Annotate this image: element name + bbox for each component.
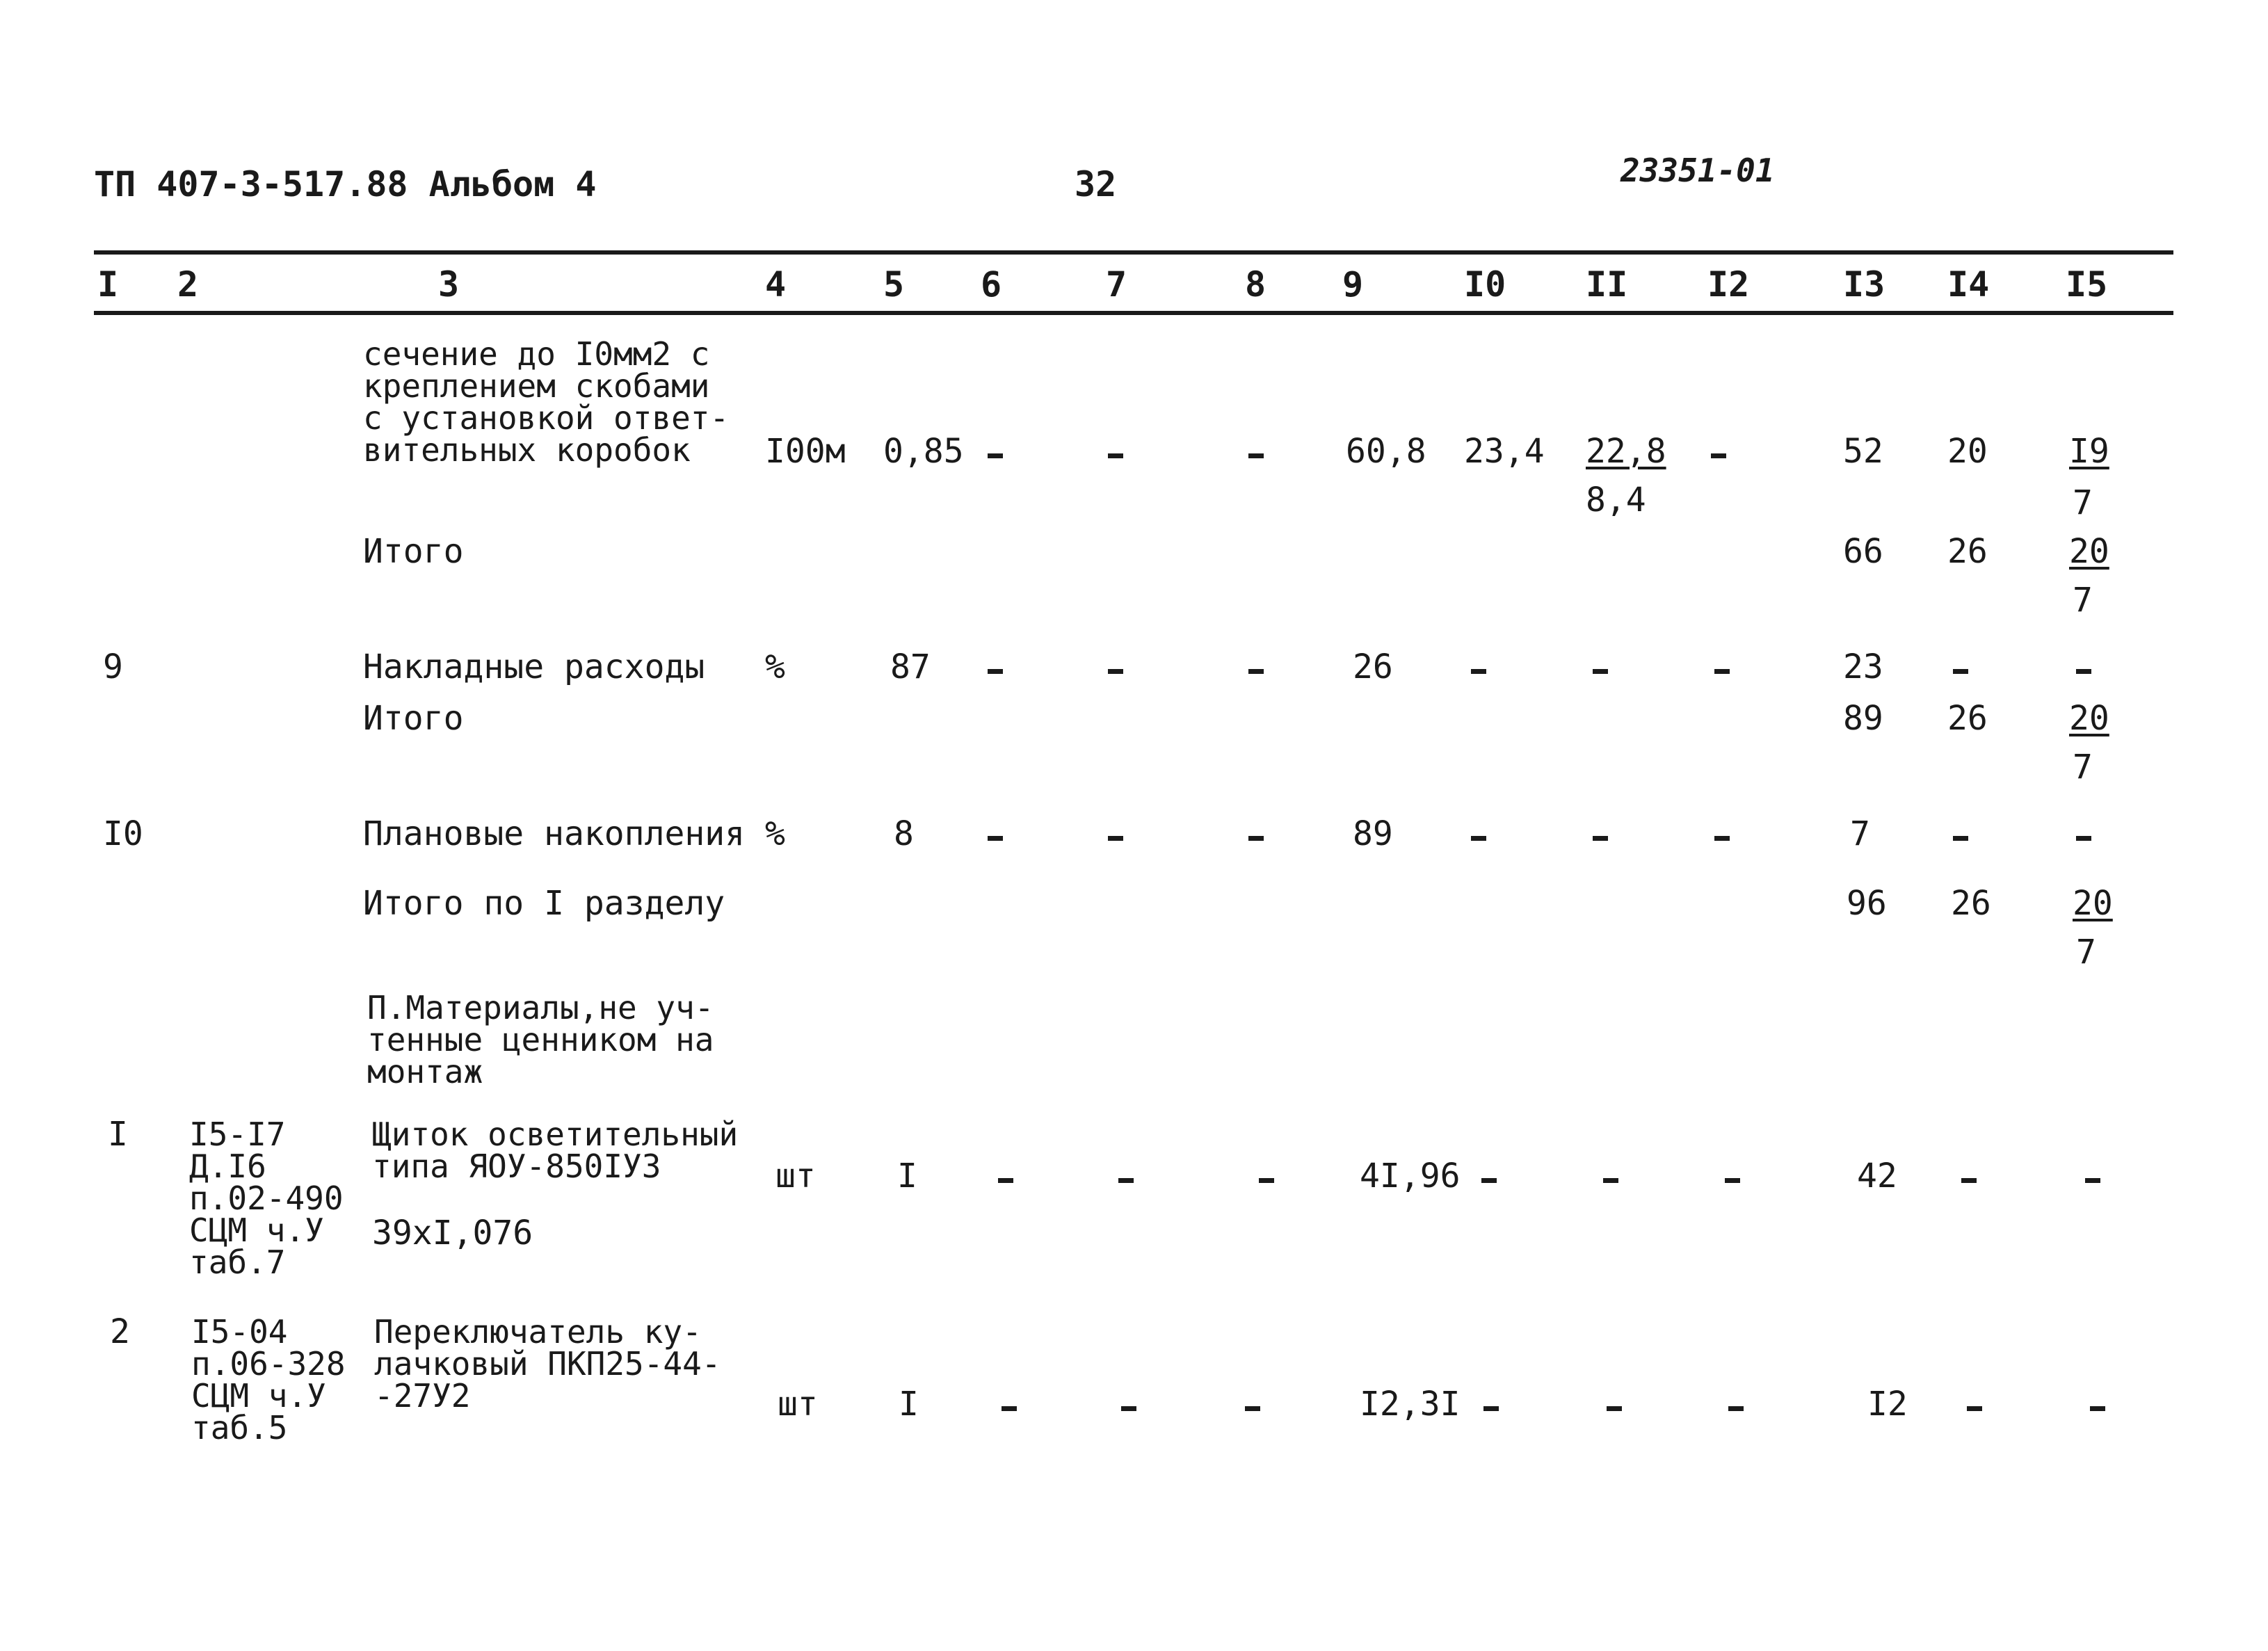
col-header-3: 3 [438, 264, 460, 305]
item2-qty: I [899, 1385, 919, 1424]
col-header-12: I2 [1707, 264, 1750, 305]
overhead-c13: 23 [1843, 647, 1883, 686]
col-header-14: I4 [1947, 264, 1990, 305]
item2-desc-line-1: Переключатель ку- [374, 1313, 702, 1351]
cable-desc-line-3: с установкой ответ- [363, 399, 730, 437]
item1-c10-dash [1481, 1178, 1497, 1183]
cable-c9: 60,8 [1346, 432, 1426, 471]
item1-qty: I [897, 1157, 917, 1195]
cable-desc-line-2: креплением скобами [363, 367, 710, 405]
item2-code-line-1: I5-04 [191, 1313, 288, 1351]
total1-c14: 26 [1947, 532, 1988, 571]
item1-num: I [108, 1115, 128, 1154]
col-header-1: I [97, 264, 119, 305]
overhead-c8-dash [1248, 669, 1264, 674]
item1-c13: 42 [1857, 1157, 1897, 1195]
handwritten-stamp: 23351-01 [1620, 152, 1775, 189]
total2-label: Итого [363, 699, 464, 738]
item2-code-line-4: таб.5 [191, 1409, 288, 1447]
col-header-5: 5 [883, 264, 905, 305]
overhead-c12-dash [1714, 669, 1730, 674]
col-header-7: 7 [1106, 264, 1127, 305]
section-2-line-1: П.Материалы,не уч- [367, 989, 714, 1026]
savings-unit: % [765, 814, 785, 853]
savings-qty: 8 [894, 814, 914, 853]
savings-num: I0 [103, 814, 143, 853]
section-total-c14: 26 [1951, 884, 1991, 923]
savings-c14-dash [1953, 836, 1968, 841]
overhead-c9: 26 [1353, 647, 1393, 686]
item1-c12-dash [1725, 1178, 1740, 1183]
overhead-c11-dash [1593, 669, 1608, 674]
section-2-line-2: тенные ценником на [367, 1021, 714, 1058]
cable-desc-line-4: вительных коробок [363, 431, 691, 469]
item2-c7-dash [1121, 1406, 1136, 1411]
item1-code-line-1: I5-I7 [189, 1116, 286, 1153]
item1-code-line-5: таб.7 [189, 1243, 286, 1281]
item1-desc-line-1: Щиток осветительный [372, 1116, 739, 1153]
item2-code-line-2: п.06-328 [191, 1345, 346, 1383]
item1-unit: шт [775, 1157, 816, 1195]
table-top-rule [94, 250, 2173, 255]
item2-c10-dash [1483, 1406, 1499, 1411]
cable-c12-dash [1711, 453, 1726, 458]
item2-c8-dash [1245, 1406, 1260, 1411]
item2-c9: I2,3I [1360, 1385, 1461, 1424]
item2-c14-dash [1967, 1406, 1982, 1411]
item2-unit: шт [778, 1385, 818, 1424]
col-header-2: 2 [177, 264, 199, 305]
item1-code-line-3: п.02-490 [189, 1179, 344, 1217]
item2-c13: I2 [1867, 1385, 1908, 1424]
total1-c13: 66 [1843, 532, 1883, 571]
col-header-9: 9 [1342, 264, 1364, 305]
total1-c15-top: 20 [2069, 532, 2109, 571]
page-number: 32 [1075, 164, 1117, 204]
col-header-11: II [1586, 264, 1628, 305]
item1-c6-dash [998, 1178, 1013, 1183]
cable-c13: 52 [1843, 432, 1883, 471]
cable-c14: 20 [1947, 432, 1988, 471]
item2-c12-dash [1728, 1406, 1744, 1411]
cable-c15-top: I9 [2069, 432, 2109, 471]
cable-c11-top: 22,8 [1586, 432, 1666, 471]
item1-c15-dash [2085, 1178, 2100, 1183]
overhead-qty: 87 [890, 647, 931, 686]
section-total-c15-top: 20 [2073, 884, 2113, 923]
item1-c8-dash [1259, 1178, 1274, 1183]
section-total-c15-bottom: 7 [2076, 933, 2096, 972]
total2-c13: 89 [1843, 699, 1883, 738]
total1-label: Итого [363, 532, 464, 571]
item1-c7-dash [1118, 1178, 1134, 1183]
cable-unit: I00м [765, 432, 846, 471]
overhead-c7-dash [1108, 669, 1123, 674]
cable-qty: 0,85 [883, 432, 964, 471]
item1-calc: 39хI,076 [372, 1214, 533, 1253]
item1-code-line-2: Д.I6 [189, 1147, 266, 1185]
overhead-c6-dash [988, 669, 1003, 674]
item1-c14-dash [1961, 1178, 1977, 1183]
savings-label: Плановые накопления [363, 814, 746, 853]
overhead-num: 9 [103, 647, 123, 686]
overhead-unit: % [765, 647, 785, 686]
section-2-line-3: монтаж [367, 1053, 483, 1090]
savings-c6-dash [988, 836, 1003, 841]
col-header-10: I0 [1464, 264, 1506, 305]
section-total-label: Итого по I разделу [363, 884, 725, 923]
savings-c7-dash [1108, 836, 1123, 841]
section-total-c13: 96 [1847, 884, 1887, 923]
total2-c14: 26 [1947, 699, 1988, 738]
item1-c9: 4I,96 [1360, 1157, 1461, 1195]
savings-c9: 89 [1353, 814, 1393, 853]
cable-c10: 23,4 [1464, 432, 1545, 471]
item2-desc-line-3: -27У2 [374, 1377, 471, 1415]
savings-c8-dash [1248, 836, 1264, 841]
col-header-13: I3 [1843, 264, 1885, 305]
overhead-c10-dash [1471, 669, 1486, 674]
cable-c6-dash [988, 453, 1003, 458]
item1-c11-dash [1603, 1178, 1618, 1183]
item2-num: 2 [110, 1312, 130, 1351]
item2-desc-line-2: лачковый ПКП25-44- [374, 1345, 721, 1383]
cable-c7-dash [1108, 453, 1123, 458]
total1-c15-bottom: 7 [2073, 581, 2093, 620]
cable-c11-bottom: 8,4 [1586, 481, 1646, 520]
cable-desc-line-1: сечение до I0мм2 с [363, 335, 710, 373]
savings-c10-dash [1471, 836, 1486, 841]
col-header-4: 4 [765, 264, 787, 305]
overhead-c15-dash [2076, 669, 2091, 674]
savings-c13: 7 [1850, 814, 1870, 853]
total2-c15-bottom: 7 [2073, 748, 2093, 787]
col-header-8: 8 [1245, 264, 1266, 305]
col-header-6: 6 [981, 264, 1002, 305]
item1-desc-line-2: типа ЯОУ-850IУ3 [372, 1147, 661, 1185]
document-title: ТП 407-3-517.88 Альбом 4 [94, 164, 597, 204]
col-header-15: I5 [2066, 264, 2108, 305]
item1-code-line-4: СЦМ ч.У [189, 1211, 324, 1249]
table-header-rule [94, 311, 2173, 315]
item2-c6-dash [1002, 1406, 1017, 1411]
overhead-label: Накладные расходы [363, 647, 705, 686]
item2-c15-dash [2090, 1406, 2105, 1411]
savings-c12-dash [1714, 836, 1730, 841]
overhead-c14-dash [1953, 669, 1968, 674]
cable-c15-bottom: 7 [2073, 483, 2093, 522]
cable-c8-dash [1248, 453, 1264, 458]
savings-c15-dash [2076, 836, 2091, 841]
item2-c11-dash [1607, 1406, 1622, 1411]
item2-code-line-3: СЦМ ч.У [191, 1377, 326, 1415]
savings-c11-dash [1593, 836, 1608, 841]
total2-c15-top: 20 [2069, 699, 2109, 738]
